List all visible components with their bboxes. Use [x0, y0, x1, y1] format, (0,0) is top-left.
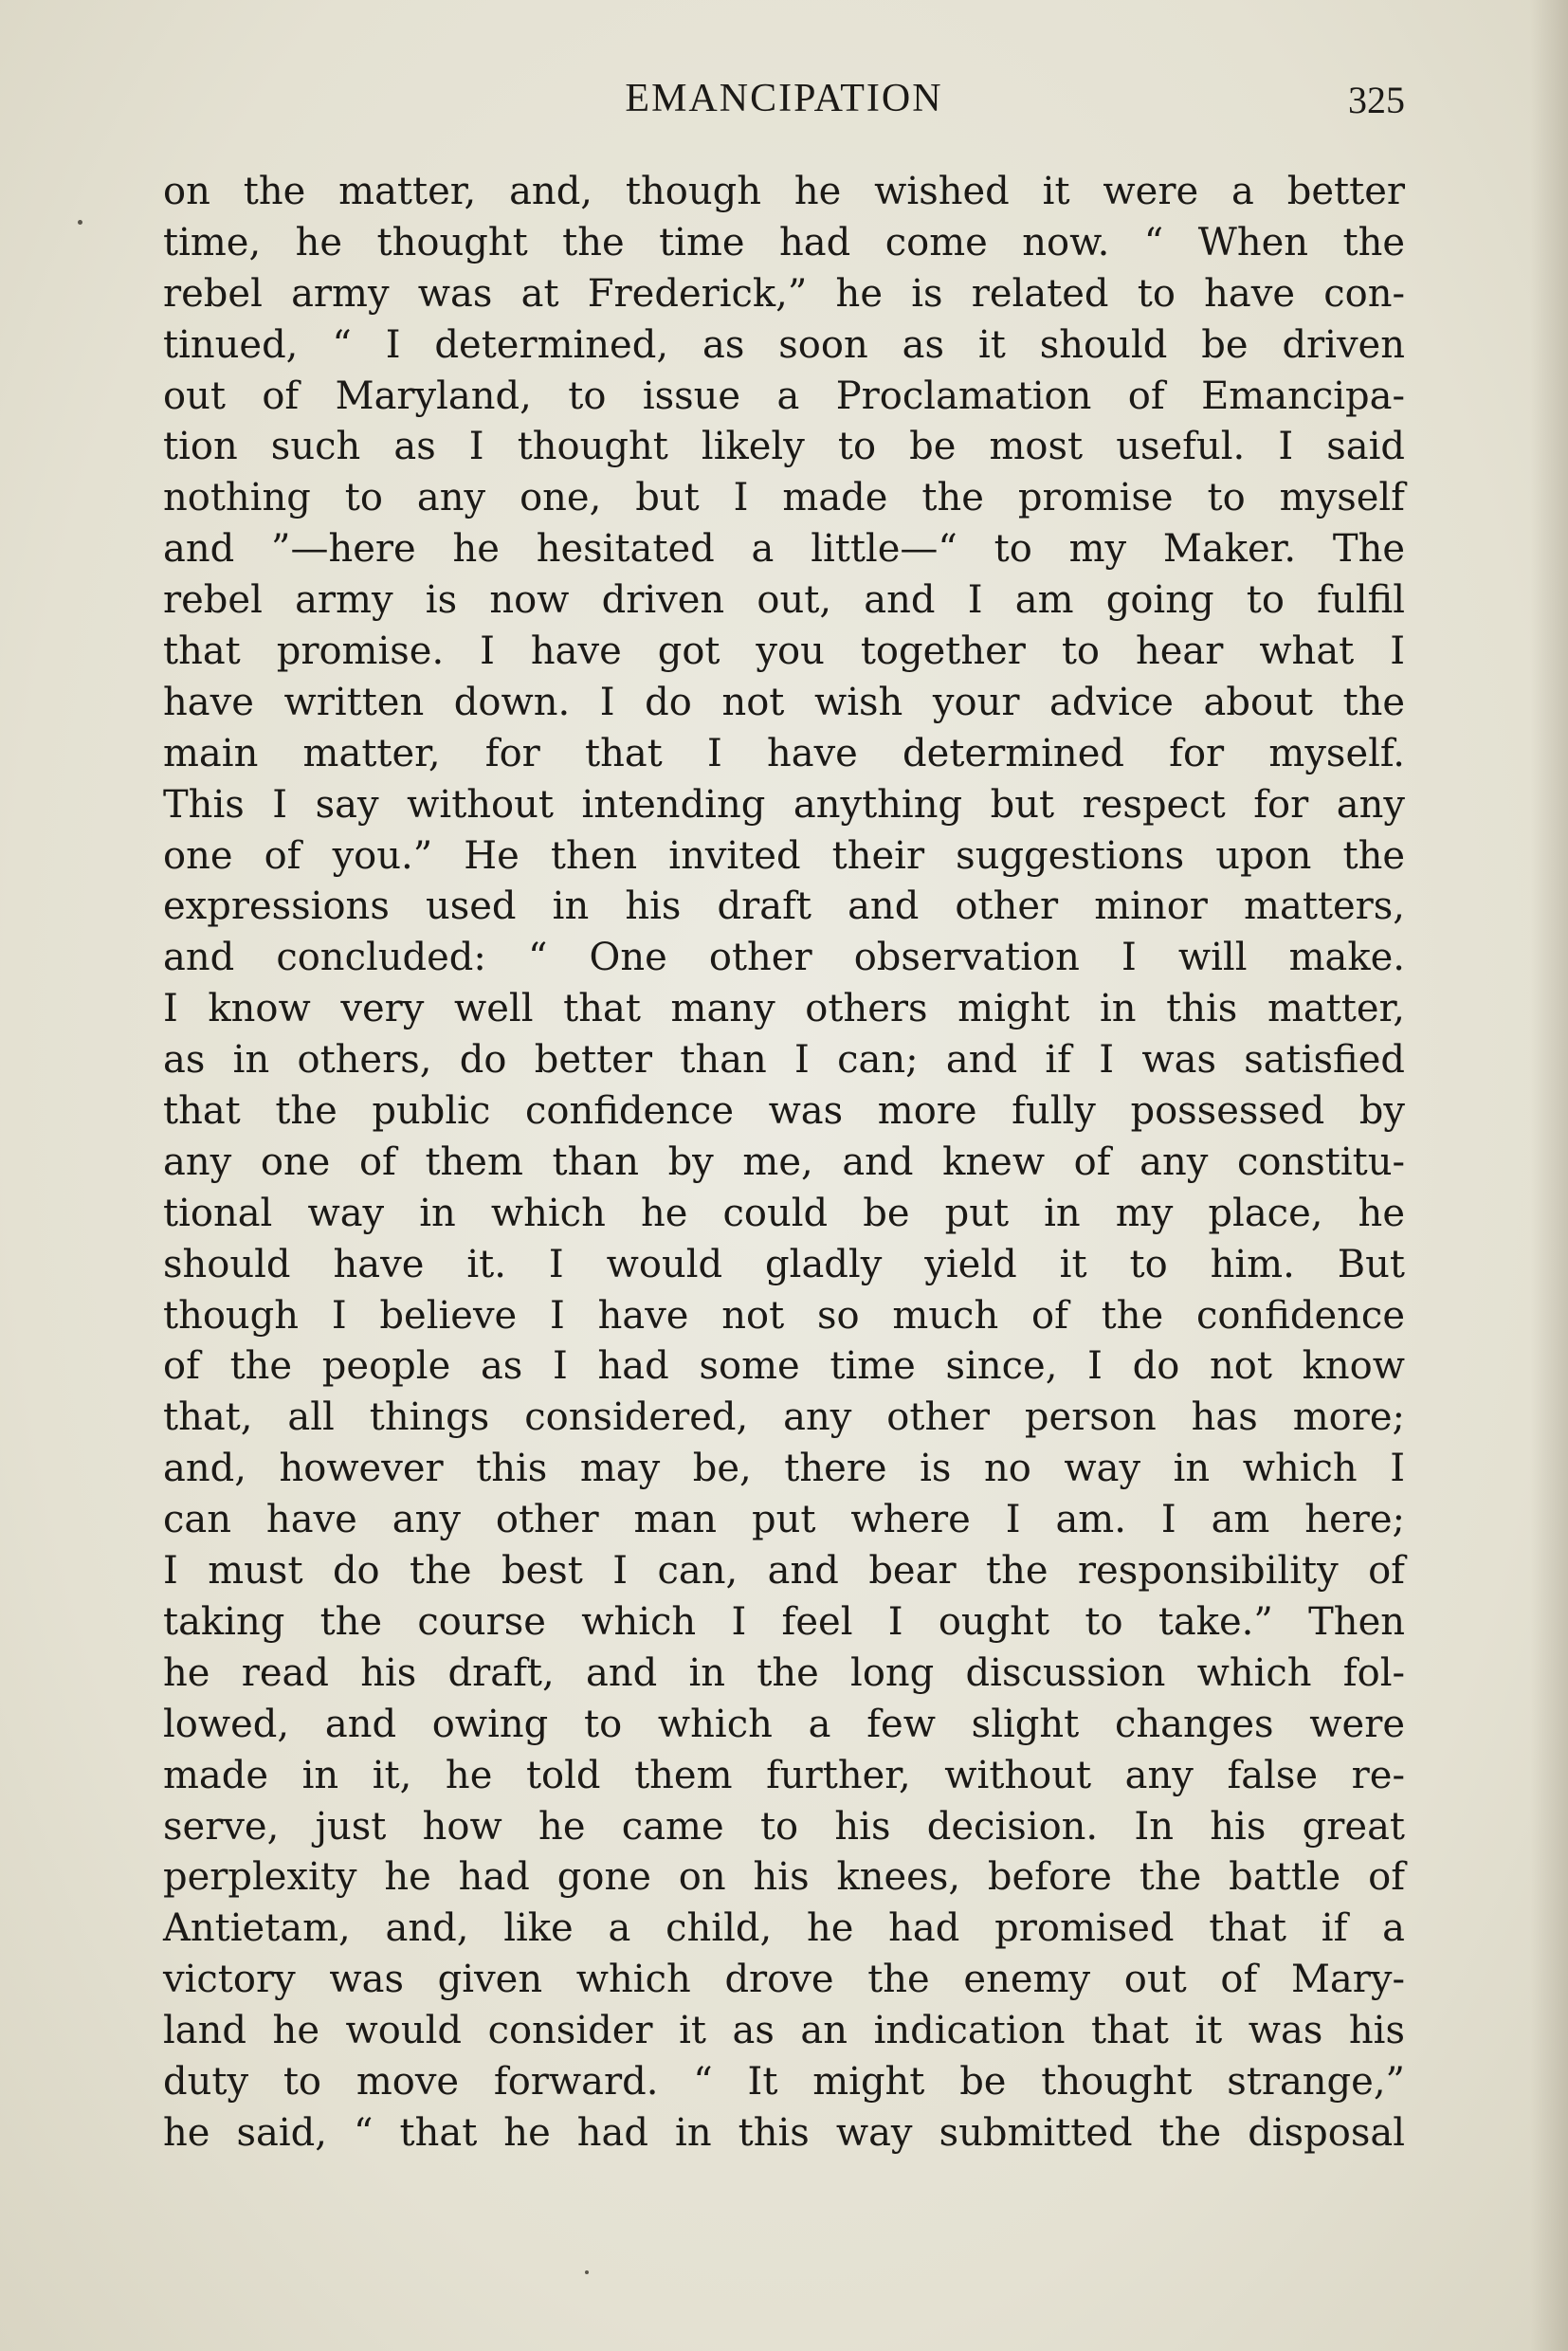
text-line: though I believe I have not so much of the confidence: [163, 1293, 1405, 1338]
text-line: I know very well that many others might in this matter,: [163, 987, 1405, 1031]
text-line: perplexity he had gone on his knees, before the battle of: [163, 1855, 1405, 1900]
text-line: any one of them than by me, and knew of any constitu-: [163, 1139, 1405, 1184]
text-line: land he would consider it as an indication that it was his: [163, 2009, 1405, 2053]
text-line: serve, just how he came to his decision. In his great: [163, 1804, 1405, 1849]
text-line: of the people as I had some time since, I do not know: [163, 1344, 1405, 1389]
text-line: that, all things considered, any other person has more;: [163, 1395, 1405, 1440]
text-line: nothing to any one, but I made the promise to myself: [163, 476, 1405, 520]
text-line: made in it, he told them further, without any false re-: [163, 1753, 1405, 1797]
text-line: and ”—here he hesitated a little—“ to my Maker. The: [163, 527, 1405, 572]
text-line: have written down. I do not wish your advice about the: [163, 680, 1405, 724]
text-line: and concluded: “ One other observation I will make.: [163, 936, 1405, 980]
paper-speck: [78, 220, 82, 225]
text-line: as in others, do better than I can; and if I was satisfied: [163, 1038, 1405, 1083]
text-line: should have it. I would gladly yield it to him. But: [163, 1242, 1405, 1286]
text-line: This I say without intending anything but respect for any: [163, 782, 1405, 827]
text-line: that the public confidence was more fully possessed by: [163, 1089, 1405, 1134]
text-line: expressions used in his draft and other minor matters,: [163, 884, 1405, 929]
text-line: can have any other man put where I am. I am here;: [163, 1498, 1405, 1542]
text-line: duty to move forward. “ It might be thought strange,”: [163, 2059, 1405, 2104]
text-line: out of Maryland, to issue a Proclamation of Emancipa-: [163, 374, 1405, 418]
text-line: he said, “ that he had in this way submitted the disposal: [163, 2110, 1405, 2155]
chapter-title: EMANCIPATION: [625, 77, 943, 120]
text-line: Antietam, and, like a child, he had promised that if a: [163, 1906, 1405, 1951]
text-line: lowed, and owing to which a few slight changes were: [163, 1702, 1405, 1746]
text-line: I must do the best I can, and bear the responsibility of: [163, 1549, 1405, 1594]
text-line: one of you.” He then invited their suggestions upon the: [163, 833, 1405, 878]
text-line: on the matter, and, though he wished it were a better: [163, 170, 1405, 213]
text-line: victory was given which drove the enemy out of Mary-: [163, 1958, 1405, 2002]
paper-speck: [585, 2270, 589, 2274]
text-line: tinued, “ I determined, as soon as it should be driven: [163, 322, 1405, 367]
running-head: [163, 76, 1405, 133]
text-line: tion such as I thought likely to be most useful. I said: [163, 425, 1405, 469]
text-line: main matter, for that I have determined for myself.: [163, 731, 1405, 775]
text-line: taking the course which I feel I ought to take.” Then: [163, 1599, 1405, 1644]
body-text: [163, 167, 1405, 2160]
page-number: 325: [1348, 79, 1405, 121]
page-edge-shadow: [1530, 0, 1568, 2351]
text-line: rebel army is now driven out, and I am going to fulfil: [163, 578, 1405, 623]
text-line: that promise. I have got you together to hear what I: [163, 629, 1405, 674]
text-line: time, he thought the time had come now. “ When the: [163, 220, 1405, 264]
text-line: and, however this may be, there is no way in which I: [163, 1447, 1405, 1491]
text-line: tional way in which he could be put in my place, he: [163, 1191, 1405, 1235]
text-line: rebel army was at Frederick,” he is related to have con-: [163, 271, 1405, 316]
text-line: he read his draft, and in the long discussion which fol-: [163, 1650, 1405, 1695]
